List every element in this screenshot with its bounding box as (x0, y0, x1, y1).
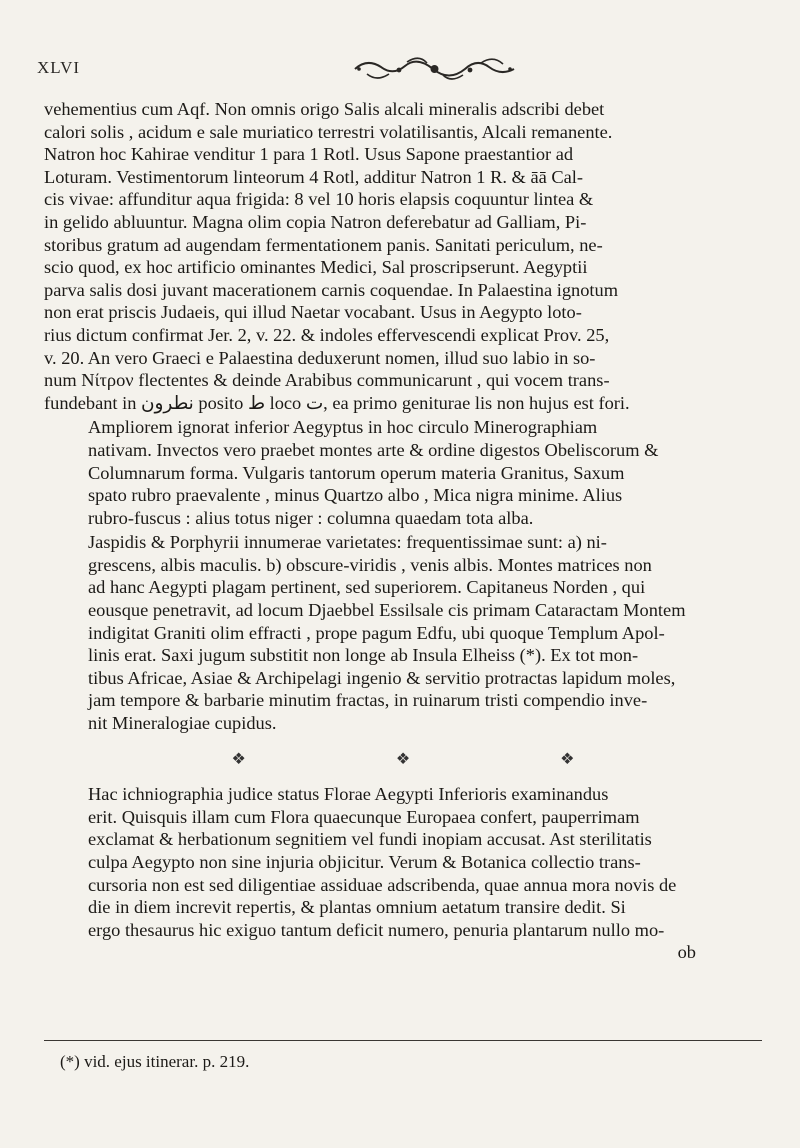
separator-ornament-icon: ❖ (231, 750, 246, 768)
page-header (37, 50, 763, 86)
text-line: die in diem increvit repertis, & plantas omnium aetatum transire dedit. Si (88, 897, 626, 918)
page-number: XLVI (37, 58, 81, 77)
text-line: scio quod, ex hoc artificio ominantes Medici, Sal proscripserunt. Aegyptii (44, 257, 588, 278)
text-line: Jaspidis & Porphyrii innumerae varietates: frequentissimae sunt: a) ni- (88, 532, 607, 553)
text-line: in gelido abluuntur. Magna olim copia Natron deferebatur ad Galliam, Pi- (44, 211, 587, 232)
text-line: Ampliorem ignorat inferior Aegyptus in hoc circulo Minerographiam (88, 417, 598, 438)
text-line: erit. Quisquis illam cum Flora quaecunque Europaea confert, pauperrimam (88, 806, 640, 827)
text-line: storibus gratum ad augendam fermentationem panis. Sanitati periculum, ne- (44, 234, 603, 255)
text-line: parva salis dosi juvant macerationem carnis coquendae. In Palaestina ignotum (44, 279, 619, 300)
text-line: Loturam. Vestimentorum linteorum 4 Rotl, additur Natron 1 R. & āā Cal- (44, 166, 584, 187)
text-line: cursoria non est sed diligentiae assiduae adscribenda, quae annua mora novis de (88, 874, 677, 895)
text-line: fundebant in نطرون posito ط loco ت, ea primo geniturae lis non hujus est fori. (44, 392, 630, 413)
text-line: linis erat. Saxi jugum substitit non longe ab Insula Elheiss (*). Ex tot mon- (88, 645, 639, 666)
floral-ornament-icon (347, 54, 522, 84)
text-line: exclamat & herbationum segnitiem vel fundi inopiam accusat. Ast sterilitatis (88, 829, 652, 850)
text-line: Natron hoc Kahirae venditur 1 para 1 Rotl. Usus Sapone praestantior ad (44, 144, 574, 165)
text-line: calori solis , acidum e sale muriatico terrestri volatilisantis, Alcali remanente. (44, 121, 613, 142)
text-line: rubro-fuscus : alius totus niger : columna quaedam tota alba. (88, 507, 534, 528)
footnote: (*) vid. ejus itinerar. p. 219. (60, 1052, 250, 1071)
text-line: tibus Africae, Asiae & Archipelagi ingenio & servitio protractas lapidum moles, (88, 667, 676, 688)
paragraph-natron (44, 98, 762, 414)
text-line: rius dictum confirmat Jer. 2, v. 22. & indoles effervescendi explicat Prov. 25, (44, 324, 610, 345)
text-line: Columnarum forma. Vulgaris tantorum operum materia Granitus, Saxum (88, 462, 625, 483)
separator-ornament-icon: ❖ (560, 750, 575, 768)
separator-ornament-icon: ❖ (395, 750, 411, 768)
section-separator (44, 749, 762, 772)
paragraph-jaspidis (44, 531, 762, 734)
text-line: cis vivae: affunditur aqua frigida: 8 vel 10 horis elapsis coquuntur lintea & (44, 189, 594, 210)
text-line: grescens, albis maculis. b) obscure-viridis , venis albis. Montes matrices non (88, 554, 652, 575)
footnote-divider (44, 1040, 762, 1041)
text-line: num Νίτρον flectentes & deinde Arabibus communicarunt , qui vocem trans- (44, 370, 610, 391)
text-line: jam tempore & barbarie minutim fractas, in ruinarum tristi compendio inve- (88, 690, 648, 711)
text-line: non erat priscis Judaeis, qui illud Naetar vocabant. Usus in Aegypto loto- (44, 302, 582, 323)
text-line: v. 20. An vero Graeci e Palaestina deduxerunt nomen, illud suo labio in so- (44, 347, 596, 368)
body-text (44, 98, 762, 964)
text-line: Hac ichniographia judice status Florae Aegypti Inferioris examinandus (88, 784, 609, 805)
text-line: culpa Aegypto non sine injuria objicitur. Verum & Botanica collectio trans- (88, 852, 641, 872)
paragraph-minerographia (44, 416, 762, 529)
paragraph-flora (44, 783, 762, 941)
text-line: nit Mineralogiae cupidus. (88, 713, 277, 734)
text-line: spato rubro praevalente , minus Quartzo albo , Mica nigra minime. Alius (88, 485, 623, 506)
text-line: nativam. Invectos vero praebet montes arte & ordine digestos Obeliscorum & (88, 439, 659, 460)
text-line: ad hanc Aegypti plagam pertinent, sed superiorem. Capitaneus Norden , qui (88, 577, 646, 598)
text-line: indigitat Graniti olim effracti , prope pagum Edfu, ubi quoque Templum Apol- (88, 622, 665, 643)
text-line: eousque penetravit, ad locum Djaebbel Essilsale cis primam Cataractam Montem (88, 600, 686, 621)
text-line: ergo thesaurus hic exiguo tantum deficit numero, penuria plantarum nullo mo- (88, 919, 665, 940)
catchword: ob (677, 942, 696, 963)
text-line: vehementius cum Aqf. Non omnis origo Salis alcali mineralis adscribi debet (44, 99, 605, 119)
